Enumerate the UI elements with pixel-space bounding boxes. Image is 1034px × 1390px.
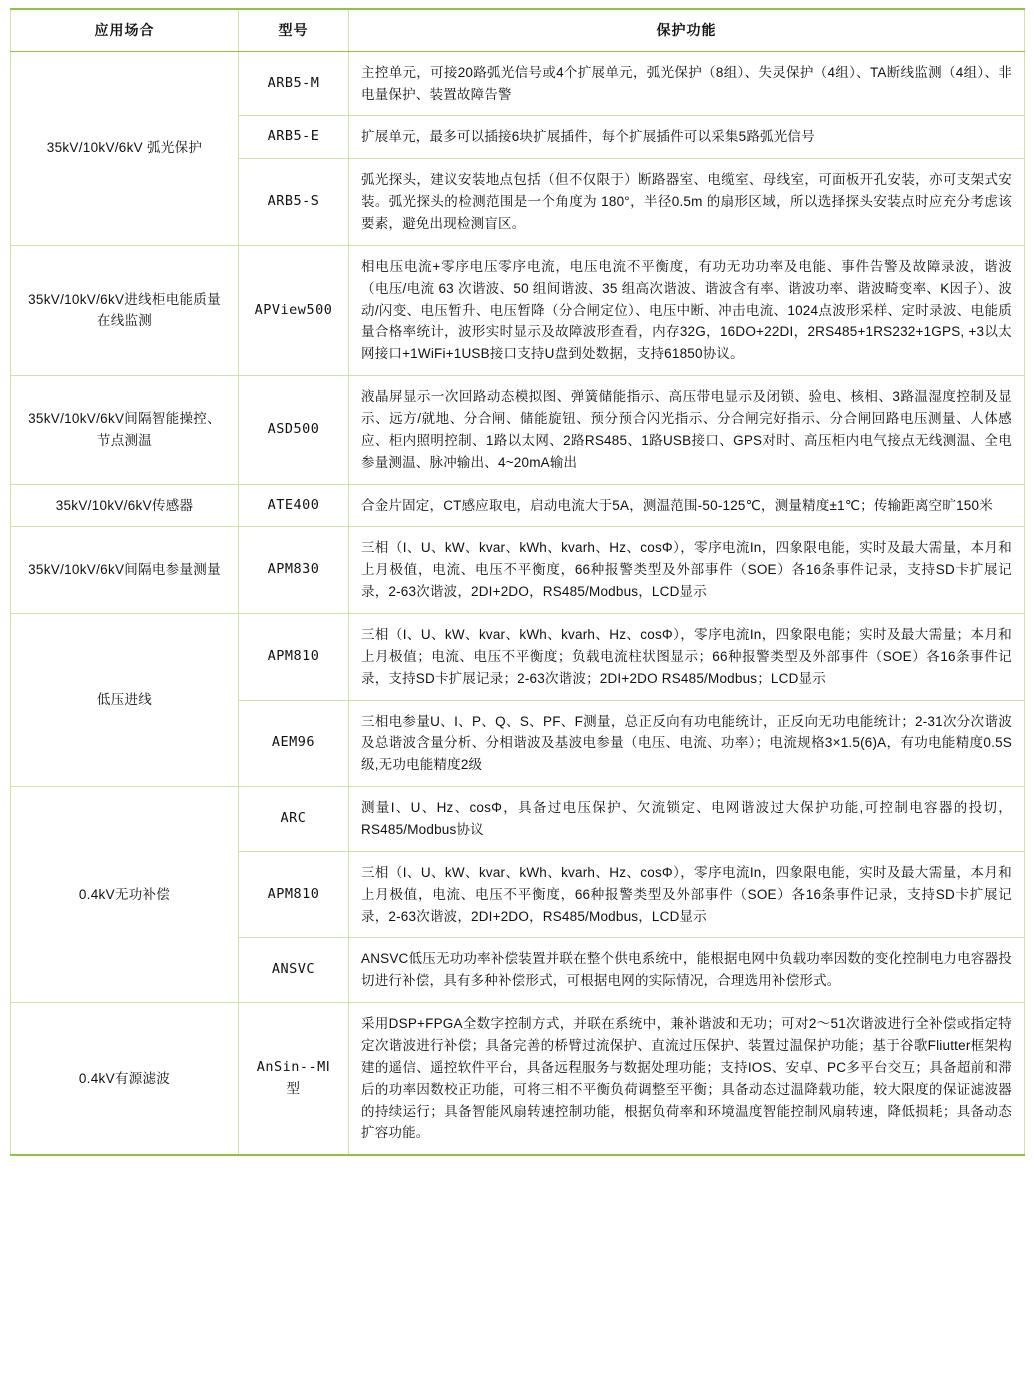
cell-model: ASD500: [239, 376, 349, 484]
cell-model: ARB5-M: [239, 51, 349, 116]
cell-model: ARC: [239, 787, 349, 852]
table-row: [11, 376, 1025, 484]
table-row: [11, 787, 1025, 852]
cell-model: APM810: [239, 851, 349, 938]
cell-function: 采用DSP+FPGA全数字控制方式，并联在系统中，兼补谐波和无功；可对2～51次谐波进行全补偿或指定特定次谐波进行补偿；具备完善的桥臂过流保护、直流过压保护、装置过温保护功能；基于谷歌Fliutter框架构建的遥信、遥控软件平台，具备远程服务与数据处理功能；支持IOS、安卓、PC多平台交互；具备超前和滞后的功率因数校正功能，可将三相不平衡负荷调整至平衡；具备动态过温降载功能，较大限度的保证滤波器的持续运行；具备智能风扇转速控制功能，根据负荷率和环境温度智能控制风扇转速，降低损耗；具备动态扩容功能。: [349, 1003, 1025, 1156]
cell-function: 弧光探头，建议安装地点包括（但不仅限于）断路器室、电缆室、母线室，可面板开孔安装，亦可支架式安装。弧光探头的检测范围是一个角度为 180°，半径0.5m 的扇形区域，所以选择探头安装点时应充分考虑该要素，避免出现检测盲区。: [349, 159, 1025, 246]
table-row: [11, 51, 1025, 116]
column-header-model: 型号: [239, 9, 349, 51]
cell-function: 液晶屏显示一次回路动态模拟图、弹簧储能指示、高压带电显示及闭锁、验电、核相、3路温湿度控制及显示、远方/就地、分合闸、储能旋钮、预分预合闪光指示、分合闸完好指示、分合闸回路电压测量、人体感应、柜内照明控制、1路以太网、2路RS485、1路USB接口、GPS对时、高压柜内电气接点无线测温、全电参量测温、脉冲输出、4~20mA输出: [349, 376, 1025, 484]
cell-model: ANSVC: [239, 938, 349, 1003]
table-row: [11, 1003, 1025, 1156]
cell-function: 三相（I、U、kW、kvar、kWh、kvarh、Hz、cosΦ），零序电流In，四象限电能，实时及最大需量，本月和上月极值，电流、电压不平衡度，66种报警类型及外部事件（SOE）各16条事件记录，支持SD卡扩展记录，2-63次谐波，2DI+2DO，RS485/Modbus，LCD显示: [349, 527, 1025, 614]
cell-application: 35kV/10kV/6kV 弧光保护: [11, 51, 239, 245]
cell-application: 35kV/10kV/6kV进线柜电能质量在线监测: [11, 245, 239, 375]
cell-function: 三相（I、U、kW、kvar、kWh、kvarh、Hz、cosΦ），零序电流In，四象限电能，实时及最大需量，本月和上月极值，电流、电压不平衡度，66种报警类型及外部事件（SOE）各16条事件记录，支持SD卡扩展记录，2-63次谐波，2DI+2DO，RS485/Modbus，LCD显示: [349, 851, 1025, 938]
table-body: [11, 51, 1025, 1155]
cell-model: AEM96: [239, 700, 349, 787]
cell-application: 35kV/10kV/6kV间隔电参量测量: [11, 527, 239, 614]
cell-function: 相电压电流+零序电压零序电流，电压电流不平衡度，有功无功功率及电能、事件告警及故障录波，谐波（电压/电流 63 次谐波、50 组间谐波、35 组高次谐波、谐波含有率、谐波功率、谐波畸变率、K因子）、波动/闪变、电压暂升、电压暂降（分合闸定位）、电压中断、冲击电流、1024点波形采样、定时录波、电能质量合格率统计，波形实时显示及故障波形查看，内存32G，16DO+22DI，2RS485+1RS232+1GPS, +3以太网接口+1WiFi+1USB接口支持U盘到处数据，支持61850协议。: [349, 245, 1025, 375]
cell-application: 0.4kV无功补偿: [11, 787, 239, 1003]
cell-application: 35kV/10kV/6kV传感器: [11, 484, 239, 527]
cell-model: ARB5-E: [239, 116, 349, 159]
cell-function: ANSVC低压无功功率补偿装置并联在整个供电系统中，能根据电网中负载功率因数的变化控制电力电容器投切进行补偿，具有多种补偿形式，可根据电网的实际情况，合理选用补偿形式。: [349, 938, 1025, 1003]
cell-function: 合金片固定，CT感应取电，启动电流大于5A，测温范围-50-125℃，测量精度±1℃；传输距离空旷150米: [349, 484, 1025, 527]
specification-table: [10, 8, 1025, 1156]
cell-model: APM830: [239, 527, 349, 614]
column-header-application: 应用场合: [11, 9, 239, 51]
table-row: [11, 245, 1025, 375]
cell-model: ATE400: [239, 484, 349, 527]
column-header-function: 保护功能: [349, 9, 1025, 51]
cell-model: APView500: [239, 245, 349, 375]
table-row: [11, 484, 1025, 527]
cell-application: 0.4kV有源滤波: [11, 1003, 239, 1156]
cell-application: 低压进线: [11, 614, 239, 787]
cell-model: ARB5-S: [239, 159, 349, 246]
table-row: [11, 527, 1025, 614]
cell-function: 扩展单元，最多可以插接6块扩展插件，每个扩展插件可以采集5路弧光信号: [349, 116, 1025, 159]
cell-function: 主控单元，可接20路弧光信号或4个扩展单元，弧光保护（8组）、失灵保护（4组）、TA断线监测（4组）、非电量保护、装置故障告警: [349, 51, 1025, 116]
table-row: [11, 614, 1025, 701]
cell-function: 三相电参量U、I、P、Q、S、PF、F测量，总正反向有功电能统计，正反向无功电能统计；2-31次分次谐波及总谐波含量分析、分相谐波及基波电参量（电压、电流、功率）；电流规格3×1.5(6)A，有功电能精度0.5S级,无功电能精度2级: [349, 700, 1025, 787]
cell-model: AnSin--MⅠ型: [239, 1003, 349, 1156]
table-header: [11, 9, 1025, 51]
cell-function: 测量I、U、Hz、cosΦ，具备过电压保护、欠流锁定、电网谐波过大保护功能,可控制电容器的投切，RS485/Modbus协议: [349, 787, 1025, 852]
header-row: [11, 9, 1025, 51]
cell-application: 35kV/10kV/6kV间隔智能操控、节点测温: [11, 376, 239, 484]
cell-function: 三相（I、U、kW、kvar、kWh、kvarh、Hz、cosΦ），零序电流In，四象限电能；实时及最大需量；本月和上月极值；电流、电压不平衡度；负载电流柱状图显示；66种报警类型及外部事件（SOE）各16条事件记录，支持SD卡扩展记录；2-63次谐波；2DI+2DO RS485/Modbus；LCD显示: [349, 614, 1025, 701]
cell-model: APM810: [239, 614, 349, 701]
